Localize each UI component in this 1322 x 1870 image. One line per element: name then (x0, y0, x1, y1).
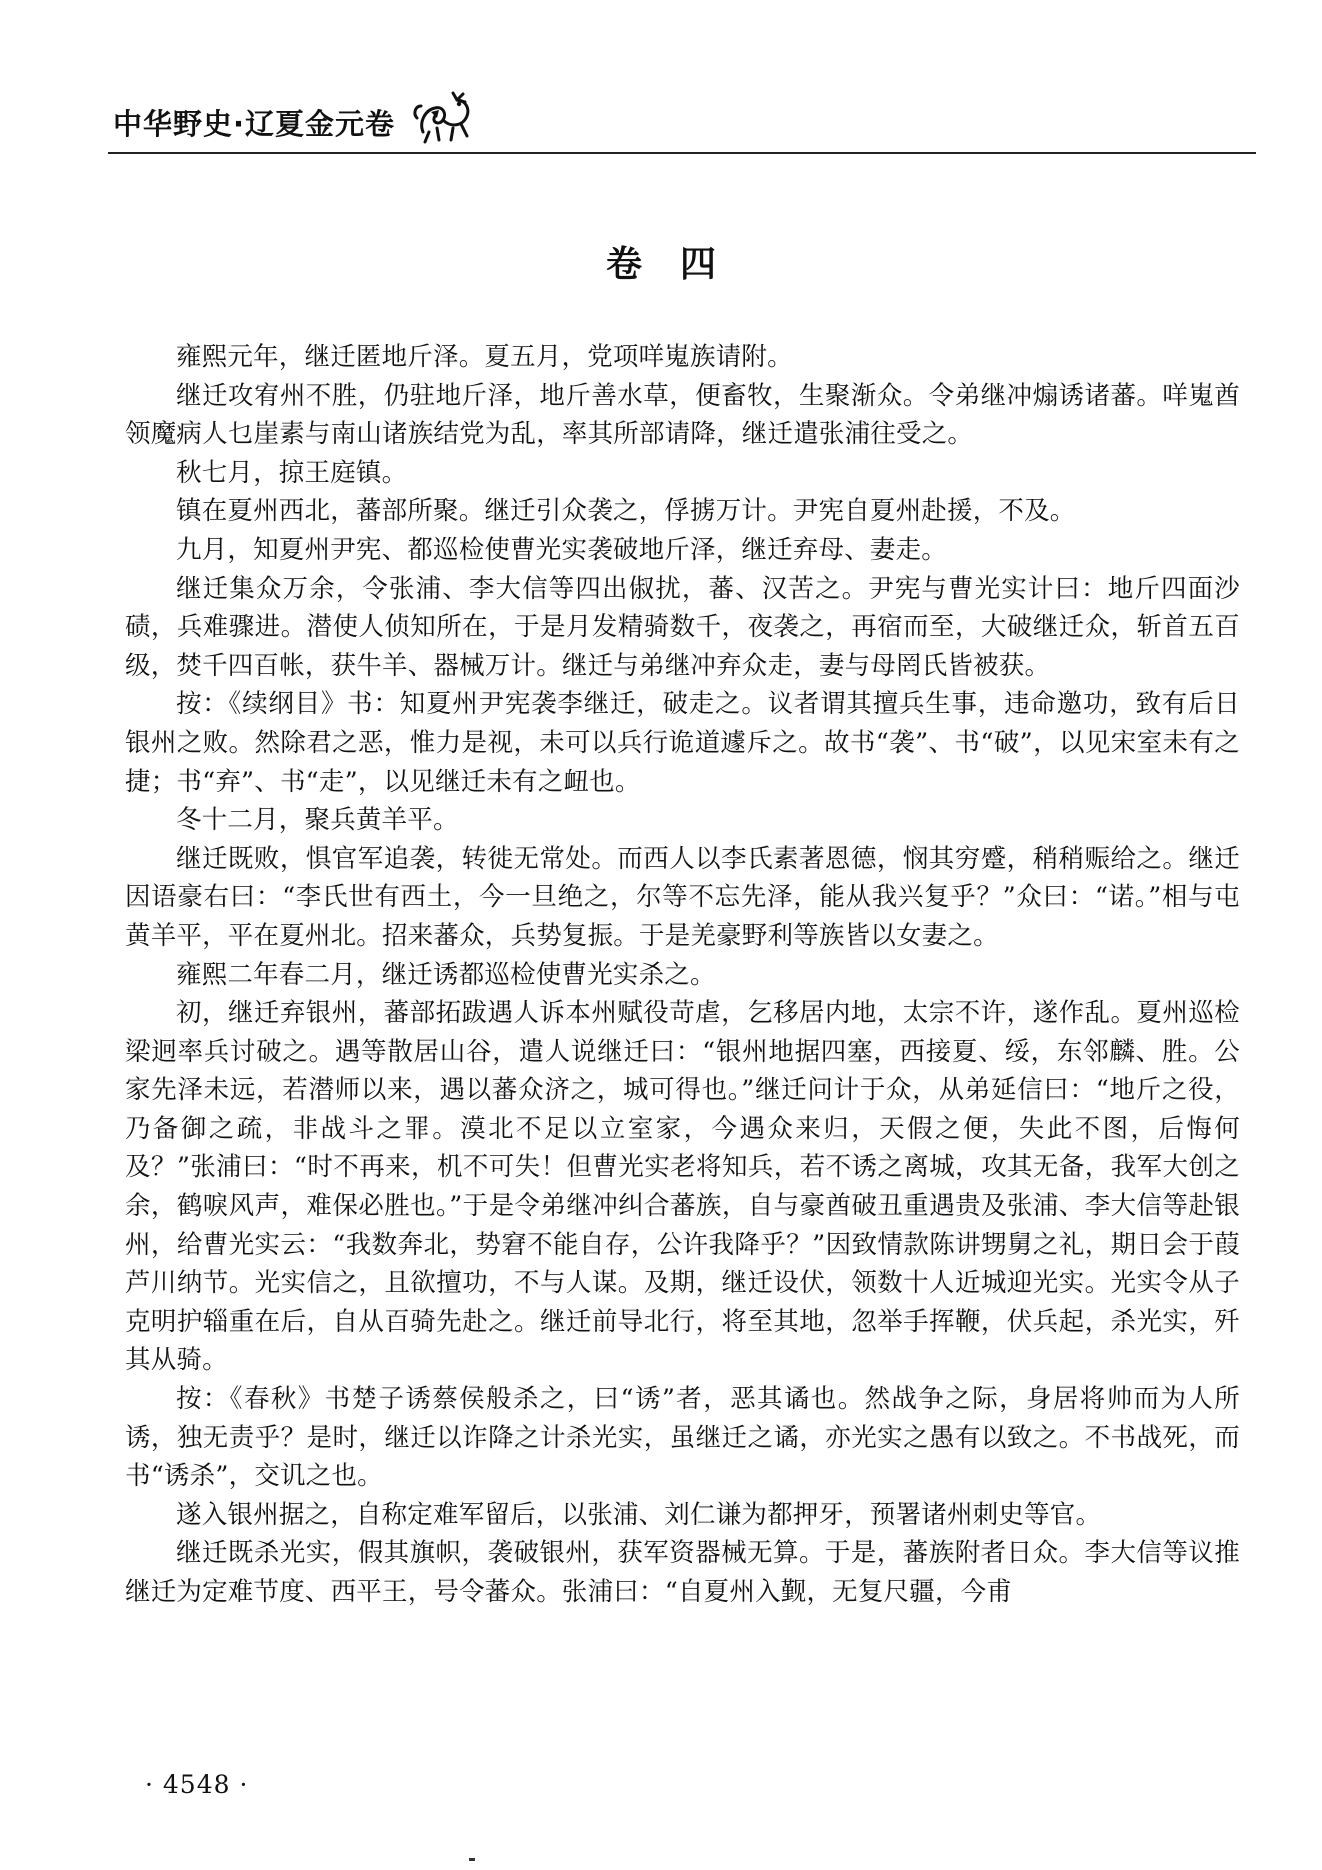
paragraph: 镇在夏州西北，蕃部所聚。继迁引众袭之，俘掳万计。尹宪自夏州赴援，不及。 (176, 496, 1076, 527)
running-header (113, 98, 479, 146)
paragraph: 遂入银州据之，自称定难军留后，以张浦、刘仁谦为都押牙，预署诸州刺史等官。 (176, 1499, 1102, 1530)
paragraph: 秋七月，掠王庭镇。 (176, 457, 408, 488)
paragraph: 九月，知夏州尹宪、都巡检使曹光实袭破地斤泽，继迁弃母、妻走。 (176, 534, 948, 565)
series-title: 中华野史·辽夏金元卷 (113, 106, 396, 141)
paragraph: 继迁集众万余，令张浦、李大信等四出俶扰，蕃、汉苦之。尹宪与曹光实计曰：地斤四面沙碛，兵难骤进。潜使人侦知所在，于是月发精骑数千，夜袭之，再宿而至，大破继迁众，斩首五百级，焚千四百帐，获牛羊、器械万计。继迁与弟继冲弃众走，妻与母罔氏皆被获。 (125, 573, 1240, 681)
paragraph: 冬十二月，聚兵黄羊平。 (176, 805, 459, 836)
paragraph: 按：《春秋》书楚子诱蔡侯般杀之，曰“诱”者，恶其谲也。然战争之际，身居将帅而为人所诱，独无责乎？是时，继迁以诈降之计杀光实，虽继迁之谲，亦光实之愚有以致之。不书战死，而书“诱杀”，交讥之也。 (125, 1384, 1240, 1492)
body-text (125, 338, 1240, 1612)
dragon-emblem-icon (409, 98, 479, 146)
chapter-title: 卷四 (605, 244, 754, 285)
header-rule (108, 152, 1256, 154)
paragraph: 继迁既杀光实，假其旗帜，袭破银州，获军资器械无算。于是，蕃族附者日众。李大信等议推继迁为定难节度、西平王，号令蕃众。张浦曰：“自夏州入觐，无复尺疆，今甫 (125, 1538, 1240, 1607)
scan-speck (469, 1858, 475, 1861)
paragraph: 继迁攻宥州不胜，仍驻地斤泽，地斤善水草，便畜牧，生聚渐众。令弟继冲煽诱诸蕃。咩嵬酋领魔病人乜崖素与南山诸族结党为乱，率其所部请降，继迁遣张浦往受之。 (125, 380, 1240, 450)
page-number: · 4548 · (145, 1770, 249, 1799)
paragraph: 雍熙二年春二月，继迁诱都巡检使曹光实杀之。 (176, 959, 716, 990)
paragraph: 初，继迁弃银州，蕃部拓跋遇人诉本州赋役苛虐，乞移居内地，太宗不许，遂作乱。夏州巡检梁迥率兵讨破之。遇等散居山谷，遣人说继迁曰：“银州地据四塞，西接夏、绥，东邻麟、胜。公家先泽未远，若潜师以来，遇以蕃众济之，城可得也。”继迁问计于众，从弟延信曰：“地斤之役，乃备御之疏，非战斗之罪。漠北不足以立室家，今遇众来归，天假之便，失此不图，后悔何及？”张浦曰：“时不再来，机不可失！但曹光实老将知兵，若不诱之离城，攻其无备，我军大创之余，鹤唳风声，难保必胜也。”于是令弟继冲纠合蕃族，自与豪酋破丑重遇贵及张浦、李大信等赴银州，给曹光实云：“我数奔北，势窘不能自存，公许我降乎？”因致情款陈讲甥舅之礼，期日会于葭芦川纳节。光实信之，且欲擅功，不与人谋。及期，继迁设伏，领数十人近城迎光实。光实令从子克明护辎重在后，自从百骑先赴之。继迁前导北行，将至其地，忽举手挥鞭，伏兵起，杀光实，歼其从骑。 (125, 998, 1240, 1376)
paragraph: 按：《续纲目》书：知夏州尹宪袭李继迁，破走之。议者谓其擅兵生事，违命邀功，致有后日银州之败。然除君之恶，惟力是视，未可以兵行诡道遽斥之。故书“袭”、书“破”，以见宋室未有之捷；书“弃”、书“走”，以见继迁未有之衄也。 (125, 689, 1240, 797)
paragraph: 继迁既败，惧官军追袭，转徙无常处。而西人以李氏素著恩德，悯其穷蹙，稍稍赈给之。继迁因语豪右曰：“李氏世有西土，今一旦绝之，尔等不忘先泽，能从我兴复乎？”众曰：“诺。”相与屯黄羊平，平在夏州北。招来蕃众，兵势复振。于是羌豪野利等族皆以女妻之。 (125, 843, 1240, 951)
paragraph: 雍熙元年，继迁匿地斤泽。夏五月，党项咩嵬族请附。 (176, 342, 793, 372)
